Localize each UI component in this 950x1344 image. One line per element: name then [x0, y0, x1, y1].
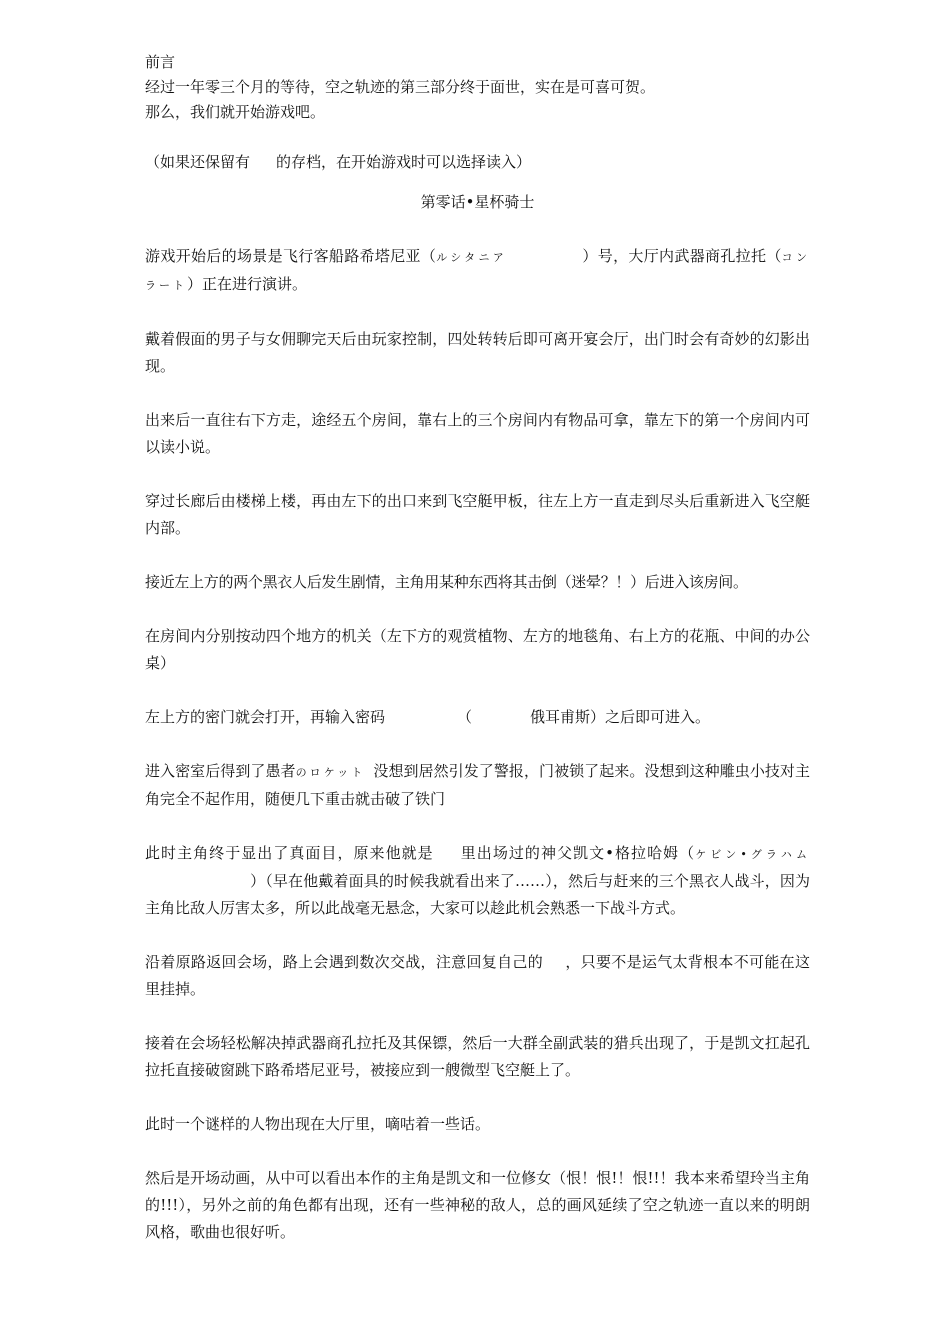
katakana-text: コンラート: [145, 251, 810, 292]
paragraph-text: 游戏开始后的场景是飞行客船路希塔尼亚（: [145, 247, 437, 265]
paragraph-text: 俄耳甫斯）之后即可进入。: [530, 708, 711, 726]
paragraph: 此时一个谜样的人物出现在大厅里，嘀咕着一些话。: [145, 1115, 491, 1133]
paragraph-text: 里出场过的神父凯文•格拉哈姆（: [459, 844, 696, 862]
katakana-text: のロケット: [295, 766, 366, 779]
chapter-title: 第零话•星杯骑士: [420, 193, 535, 211]
paragraph-text: 进入密室后得到了愚者: [145, 762, 296, 780]
katakana-text: ケビン•グラハム: [695, 848, 810, 861]
preface-title: 前言: [145, 53, 176, 71]
paragraph: 在房间内分别按动四个地方的机关（左下方的观赏植物、左方的地毯角、右上方的花瓶、中间的办公桌）: [145, 627, 810, 672]
paragraph-text: 沿着原路返回会场，路上会遇到数次交战，注意回复自己的: [145, 953, 544, 971]
paragraph: [145, 949, 810, 1003]
save-note-text: （如果还保留有: [145, 153, 251, 171]
paragraph-text: ，只要不是运气太背根本不可能在这里挂掉。: [145, 953, 810, 998]
document-page: [145, 50, 810, 1273]
paragraph: [145, 704, 810, 731]
preface-line: 那么，我们就开始游戏吧。: [145, 103, 326, 121]
paragraph-text: （: [457, 708, 473, 726]
paragraph-text: 此时主角终于显出了真面目，原来他就是: [145, 844, 434, 862]
paragraph: [145, 243, 810, 299]
katakana-text: ルシタニア: [436, 251, 508, 264]
save-note: [145, 150, 810, 175]
paragraph-text: ）（早在他戴着面具的时候我就看出来了……），然后与赶来的三个黑衣人战斗，因为主角比敌人厉害太多，所以此战毫无悬念，大家可以趁此机会熟悉一下战斗方式。: [145, 872, 810, 917]
paragraph: 穿过长廊后由楼梯上楼，再由左下的出口来到飞空艇甲板，往左上方一直走到尽头后重新进入飞空艇内部。: [145, 492, 810, 537]
paragraph: 出来后一直往右下方走，途经五个房间，靠右上的三个房间内有物品可拿，靠左下的第一个房间内可以读小说。: [145, 411, 810, 456]
paragraph: 戴着假面的男子与女佣聊完天后由玩家控制，四处转转后即可离开宴会厅，出门时会有奇妙的幻影出现。: [145, 330, 810, 375]
paragraph-text: 左上方的密门就会打开，再输入密码: [145, 708, 386, 726]
paragraph: 接着在会场轻松解决掉武器商孔拉托及其保镖，然后一大群全副武装的猎兵出现了，于是凯文扛起孔拉托直接破窗跳下路希塔尼亚号，被接应到一艘微型飞空艇上了。: [145, 1034, 810, 1079]
paragraph: 然后是开场动画，从中可以看出本作的主角是凯文和一位修女（恨！恨!！恨!!！我本来希望玲当主角的!!!），另外之前的角色都有出现，还有一些神秘的敌人，总的画风延续了空之轨迹一直以来的明朗风格，歌曲也很好听。: [145, 1169, 810, 1241]
paragraph: 接近左上方的两个黑衣人后发生剧情，主角用某种东西将其击倒（迷晕？！）后进入该房间。: [145, 573, 748, 591]
paragraph: [145, 840, 810, 922]
save-note-text: 的存档，在开始游戏时可以选择读入）: [276, 153, 532, 171]
paragraph: [145, 758, 810, 813]
paragraph-text: 没想到居然引发了警报，门被锁了起来。没想到这种雕虫小技对主角完全不起作用，随便几下重击就击破了铁门: [145, 762, 810, 808]
paragraph-text: ）正在进行演讲。: [187, 275, 308, 293]
paragraph-text: ）号，大厅内武器商孔拉托（: [582, 247, 782, 265]
blank-line: [145, 125, 810, 150]
preface-line: 经过一年零三个月的等待，空之轨迹的第三部分终于面世，实在是可喜可贺。: [145, 78, 656, 96]
